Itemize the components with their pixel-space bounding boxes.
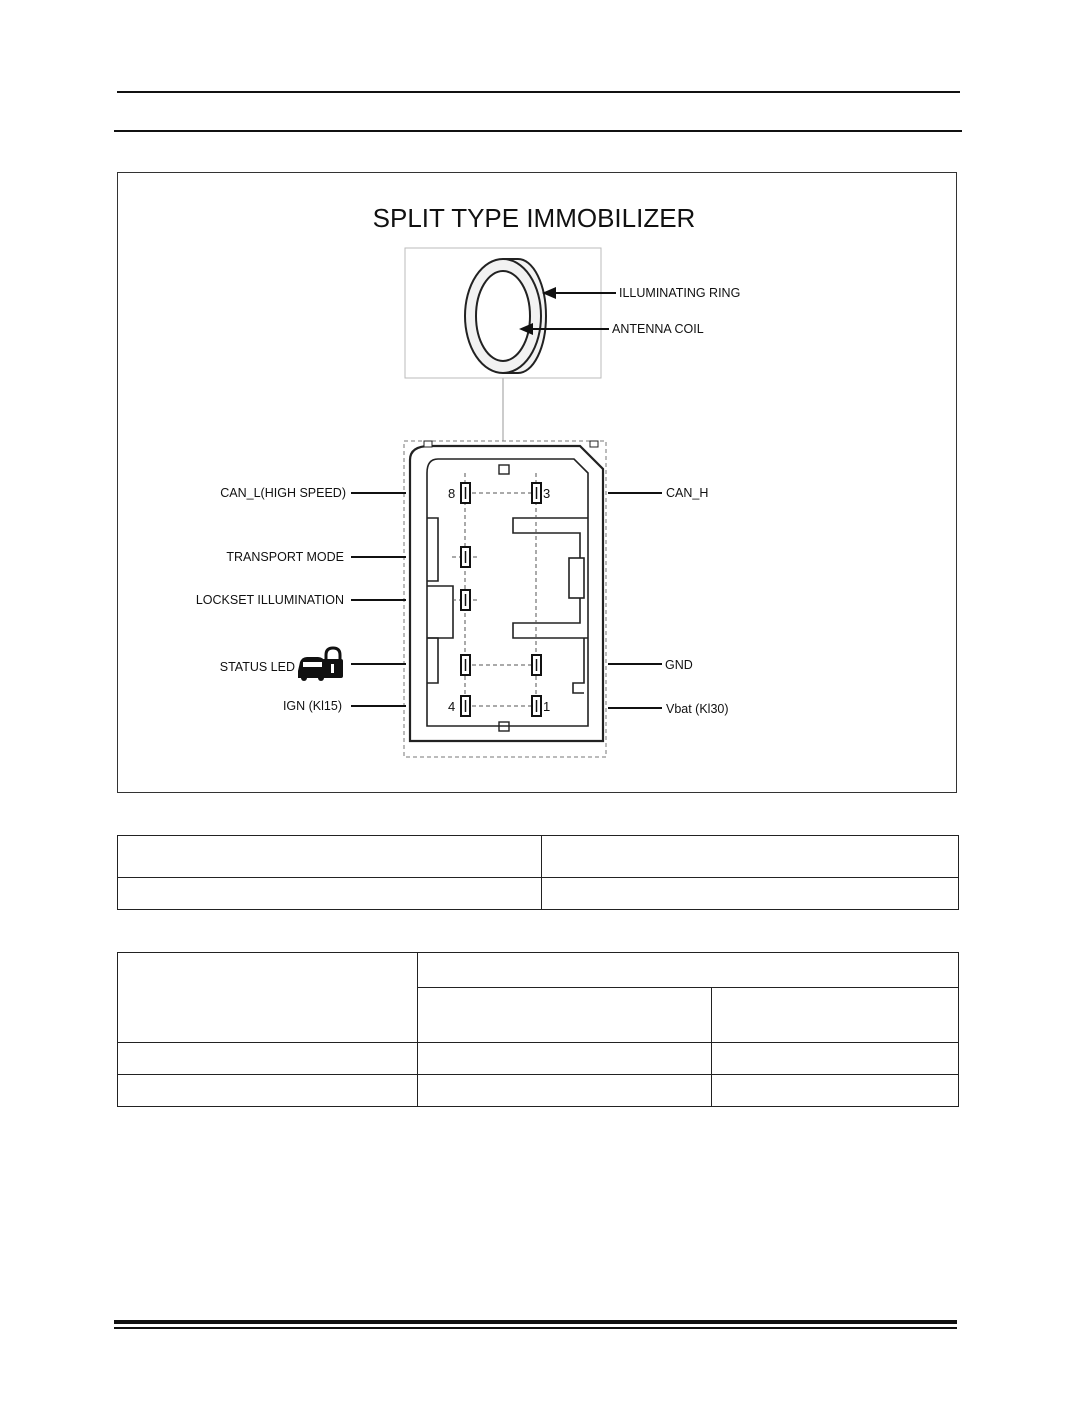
illuminating-ring-arrow <box>542 287 616 299</box>
figure-frame <box>117 172 957 793</box>
can-h-label: CAN_H <box>666 486 709 500</box>
table-2-cell <box>712 1075 959 1107</box>
footer-rule-thin <box>114 1327 957 1329</box>
table-2-cell <box>712 1043 959 1075</box>
table-1-cell <box>118 878 542 910</box>
ign-label: IGN (Kl15) <box>282 699 342 713</box>
spec-table-2 <box>117 952 959 1107</box>
pin-1 <box>532 696 541 716</box>
pin-number-3: 3 <box>543 486 551 501</box>
transport-mode-label: TRANSPORT MODE <box>226 550 344 564</box>
table-2-cell <box>418 1043 712 1075</box>
right-callout-lines <box>608 493 662 708</box>
table-2-cell <box>118 1075 418 1107</box>
pin-4 <box>461 696 470 716</box>
pin-3 <box>532 483 541 503</box>
lockset-illumination-label: LOCKSET ILLUMINATION <box>195 593 344 607</box>
pin-number-8: 8 <box>448 486 456 501</box>
pin-8 <box>461 483 470 503</box>
pin-number-1: 1 <box>543 699 551 714</box>
pin-number-4: 4 <box>448 699 456 714</box>
can-l-label: CAN_L(HIGH SPEED) <box>220 486 346 500</box>
antenna-coil-arrow <box>519 323 609 335</box>
connector-housing <box>404 441 606 757</box>
table-2-cell <box>118 953 418 1043</box>
connector-diagram <box>118 173 958 794</box>
pin-transport <box>461 547 470 567</box>
left-callout-lines <box>351 493 406 706</box>
pin-status-led <box>461 655 470 675</box>
spec-table-1 <box>117 835 959 910</box>
table-2-cell <box>418 988 712 1043</box>
pin-gnd <box>532 655 541 675</box>
pin-lockset <box>461 590 470 610</box>
antenna-coil-label: ANTENNA COIL <box>612 322 704 336</box>
table-2-cell <box>118 1043 418 1075</box>
table-2-cell <box>418 1075 712 1107</box>
illuminating-ring-label: ILLUMINATING RING <box>619 286 741 300</box>
figure-title: SPLIT TYPE IMMOBILIZER <box>372 203 696 233</box>
header-rule-top <box>117 91 960 93</box>
table-1-cell <box>542 836 959 878</box>
gnd-label: GND <box>665 658 693 672</box>
table-2-cell <box>712 988 959 1043</box>
table-2-cell <box>418 953 959 988</box>
table-1-cell <box>118 836 542 878</box>
illuminating-ring-icon <box>465 259 546 373</box>
vbat-label: Vbat (Kl30) <box>666 702 729 716</box>
footer-rule-thick <box>114 1320 957 1324</box>
car-lock-icon <box>298 648 343 681</box>
header-rule-bottom <box>114 130 962 132</box>
status-led-label: STATUS LED <box>219 660 295 674</box>
table-1-cell <box>542 878 959 910</box>
